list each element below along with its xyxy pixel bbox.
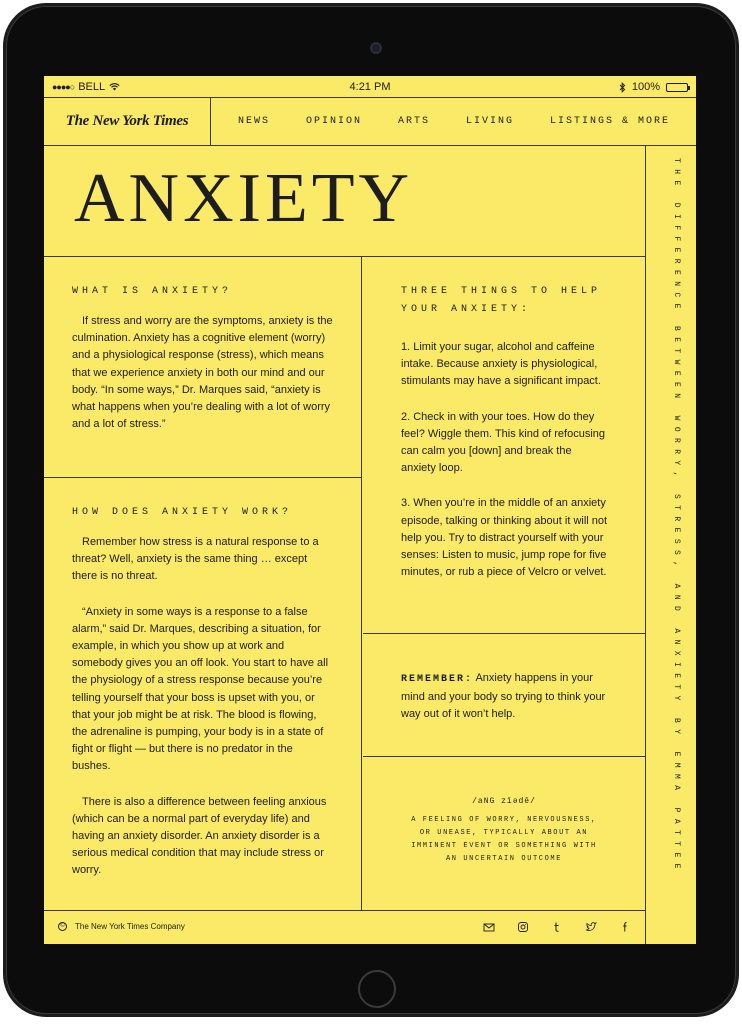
twitter-icon[interactable] [585, 921, 597, 933]
site-header [44, 98, 696, 146]
battery-icon [666, 83, 688, 92]
tip-item: 3. When you’re in the middle of an anxiety episode, talking or thinking about it will not help you. Try to distract yourself with your senses: Listen to music, jump rope for five minutes, or rub a piece of Velcro or velvet. [401, 497, 608, 579]
definition-text: A FEELING OF WORRY, NERVOUSNESS, OR UNEASE, TYPICALLY ABOUT AN IMMINENT EVENT OR SOMETHING WITH AN UNCERTAIN OUTCOME [411, 816, 597, 863]
remember-text: Anxiety happens in your mind and your body so trying to think your way out of it won’t help. [401, 672, 606, 721]
tumblr-icon[interactable] [551, 921, 563, 933]
section-paragraph: Remember how stress is a natural response to a threat? Well, anxiety is the same thing … except there is no threat. [72, 536, 319, 583]
nyt-logo[interactable]: The New York Times [44, 98, 211, 145]
battery-percent: 100% [631, 81, 660, 93]
section-remember [363, 634, 645, 757]
remember-note [401, 670, 609, 723]
home-button[interactable] [358, 970, 396, 1008]
hero [44, 146, 645, 257]
section-body: If stress and worry are the symptoms, anxiety is the culmination. Anxiety has a cognitive element (worry) and a physiological response (stress), which means that we experience anxiety in both our mind and our body. “In some ways,” Dr. Marques said, “anxiety is what happens when you’re dealing with a lot of worry and a lot of stress.” [72, 315, 333, 431]
copyright-text: The New York Times Company [75, 922, 185, 931]
remember-label: REMEMBER: [401, 674, 474, 685]
left-column [44, 257, 362, 910]
byline-text: THE DIFFERENCE BETWEEN WORRY, STRESS, AND ANXIETY BY EMMA PATTEE [672, 158, 681, 875]
pronunciation: /aNG zīədē/ [472, 797, 536, 806]
tip-item: 2. Check in with your toes. How do they feel? Wiggle them. This kind of refocusing can calm you [down] and break the anxiety loop. [401, 410, 606, 475]
camera [370, 42, 382, 54]
facebook-icon[interactable] [619, 921, 631, 933]
section-heading: WHAT IS ANXIETY? [72, 286, 233, 297]
section-what-is-anxiety [44, 257, 361, 478]
tip-item: 1. Limit your sugar, alcohol and caffeine intake. Because anxiety is physiological, stimulants may have a significant impact. [401, 341, 601, 388]
carrier: BELL [78, 81, 106, 93]
status-bar [44, 76, 696, 98]
section-paragraph: “Anxiety in some ways is a response to a false alarm,” said Dr. Marques, describing a situation, for example, in which you show up at work and somebody gives you an off look. You start to have all the physiology of a stress response because you’re telling yourself that your boss is upset with you, or that your job might be at risk. The blood is flowing, the adrenaline is pumping, your body is in a state of fight or flight — but there is no predator in the bushes. [72, 605, 329, 773]
screen [44, 76, 696, 944]
mail-icon[interactable] [483, 921, 495, 933]
section-heading: THREE THINGS TO HELP YOUR ANXIETY: [401, 286, 602, 315]
instagram-icon[interactable] [517, 921, 529, 933]
section-heading: HOW DOES ANXIETY WORK? [72, 507, 293, 518]
nav-living[interactable]: LIVING [465, 116, 514, 127]
social-links [483, 921, 631, 933]
copyright-icon: © [58, 922, 67, 931]
nav-arts[interactable]: ARTS [397, 116, 430, 127]
section-paragraph: There is also a difference between feeling anxious (which can be a normal part of everyday life) and having an anxiety disorder. An anxiety disorder is a serious medical condition that may include stress or worry. [72, 795, 327, 877]
signal-icon: ●●●●○ [52, 82, 75, 92]
section-three-things [363, 257, 645, 634]
bluetooth-icon [619, 82, 626, 93]
section-definition [363, 757, 645, 910]
footer [44, 910, 645, 944]
nav-opinion[interactable]: OPINION [305, 116, 362, 127]
nav-news[interactable]: NEWS [237, 116, 270, 127]
status-time: 4:21 PM [349, 81, 391, 93]
main-nav [212, 98, 696, 145]
page-title: ANXIETY [74, 160, 414, 237]
right-column [363, 257, 645, 910]
byline-sidebar [645, 146, 696, 944]
section-how-anxiety-works [44, 478, 361, 910]
nav-listings-more[interactable]: LISTINGS & MORE [549, 116, 670, 127]
